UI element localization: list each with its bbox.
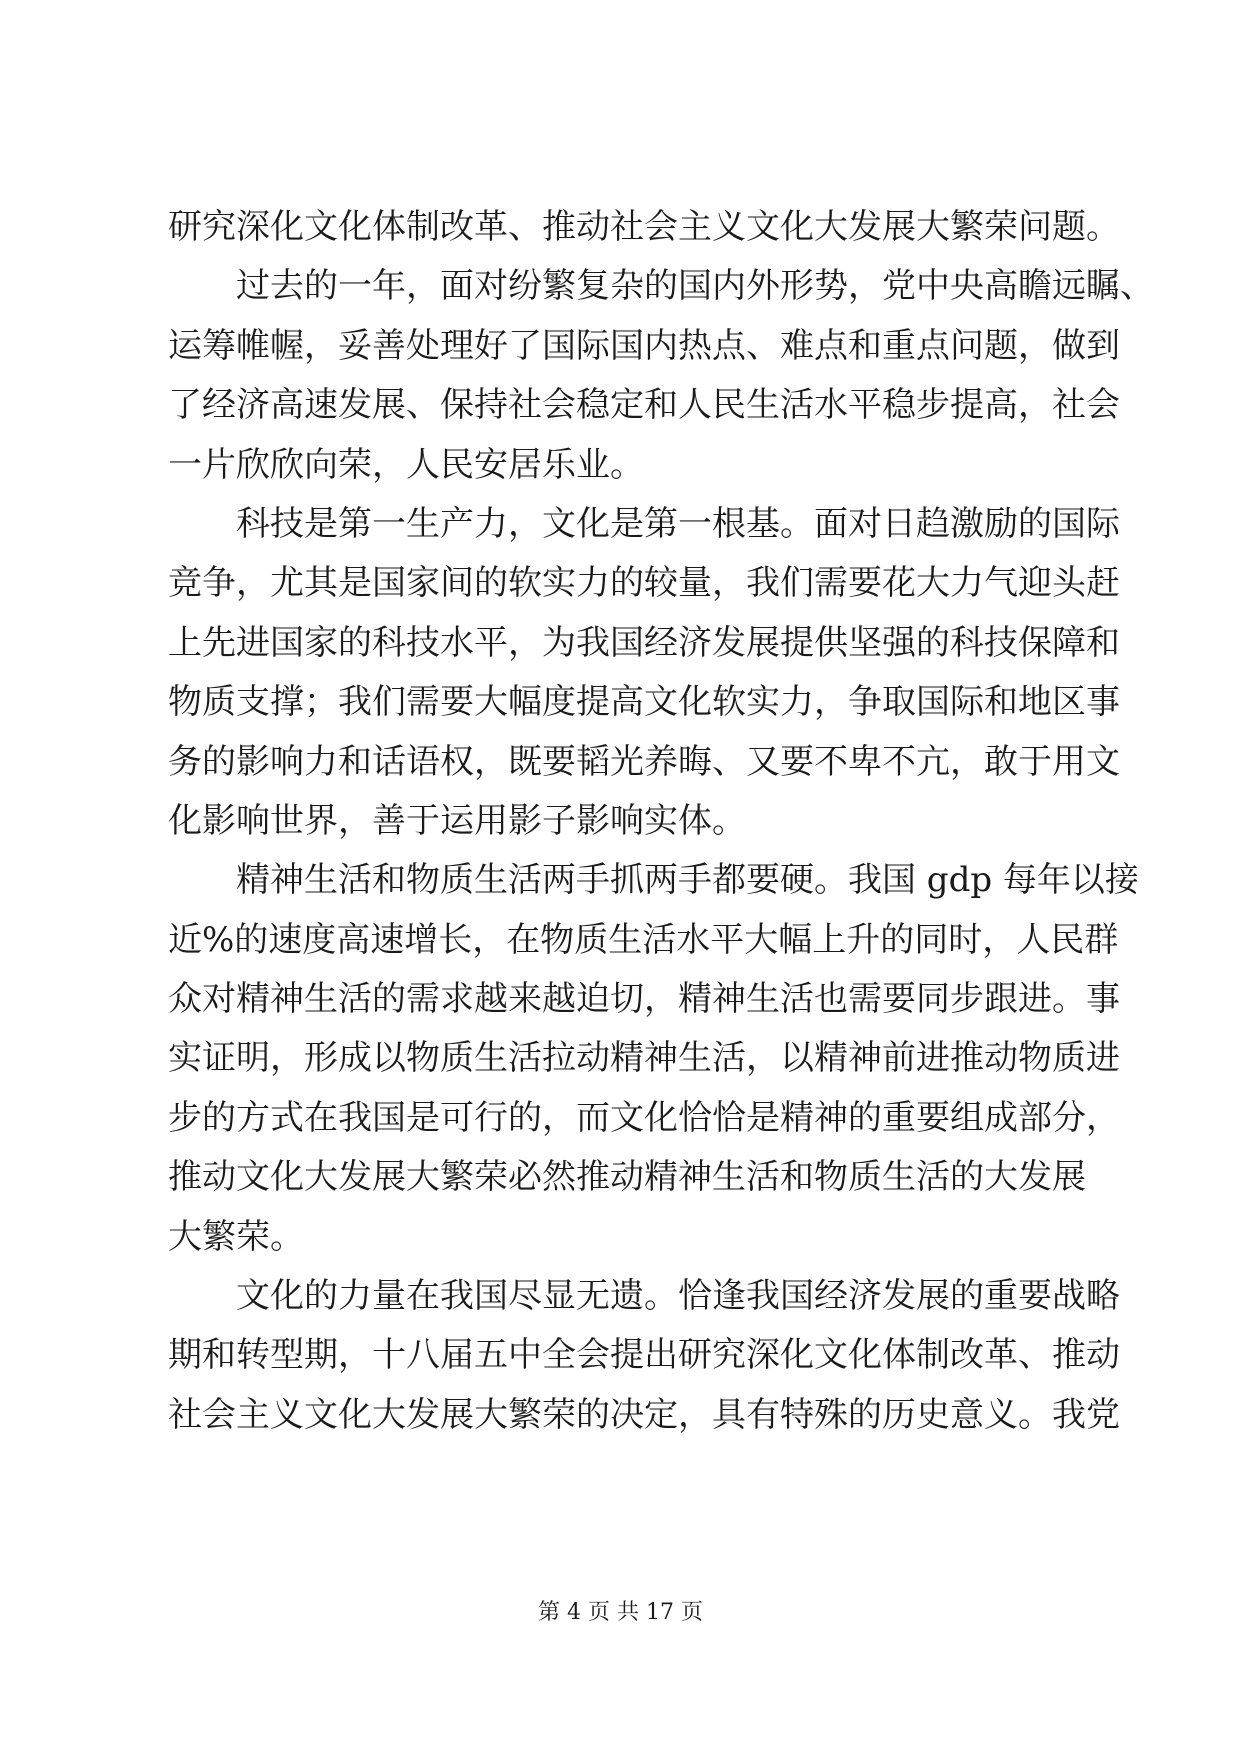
- text-line: 研究深化文化体制改革、推动社会主义文化大发展大繁荣问题。: [168, 207, 1120, 247]
- text-line: 实证明，形成以物质生活拉动精神生活，以精神前进推动物质进: [168, 1038, 1120, 1079]
- text-line: 社会主义文化大发展大繁荣的决定，具有特殊的历史意义。我党: [168, 1394, 1120, 1435]
- text-line: 运筹帷幄，妥善处理好了国际国内热点、难点和重点问题，做到: [168, 325, 1120, 366]
- text-line: 上先进国家的科技水平，为我国经济发展提供坚强的科技保障和: [168, 622, 1120, 663]
- page-number-footer: 第 4 页 共 17 页: [538, 1600, 703, 1625]
- text-line: 一片欣欣向荣，人民安居乐业。: [168, 444, 644, 485]
- text-line: 物质支撑；我们需要大幅度提高文化软实力，争取国际和地区事: [168, 682, 1120, 723]
- text-line: 过去的一年，面对纷繁复杂的国内外形势，党中央高瞻远瞩、: [236, 266, 1154, 307]
- text-line: 众对精神生活的需求越来越迫切，精神生活也需要同步跟进。事: [168, 979, 1120, 1020]
- body-text: [168, 198, 1154, 1445]
- text-line: 文化的力量在我国尽显无遗。恰逢我国经济发展的重要战略: [236, 1276, 1120, 1317]
- text-line: 近%的速度高速增长，在物质生活水平大幅上升的同时，人民群: [168, 919, 1119, 960]
- text-line: 务的影响力和话语权，既要韬光养晦、又要不卑不亢，敢于用文: [168, 741, 1120, 782]
- text-line: 了经济高速发展、保持社会稳定和人民生活水平稳步提高，社会: [168, 385, 1120, 426]
- text-line: 科技是第一生产力，文化是第一根基。面对日趋激励的国际: [236, 503, 1120, 544]
- text-line: 期和转型期，十八届五中全会提出研究深化文化体制改革、推动: [168, 1335, 1120, 1376]
- text-line: 竞争，尤其是国家间的软实力的较量，我们需要花大力气迎头赶: [168, 563, 1120, 604]
- text-line: 大繁荣。: [168, 1216, 304, 1257]
- text-line: 精神生活和物质生活两手抓两手都要硬。我国 gdp 每年以接: [236, 860, 1139, 901]
- text-line: 推动文化大发展大繁荣必然推动精神生活和物质生活的大发展: [168, 1157, 1086, 1198]
- text-line: 化影响世界，善于运用影子影响实体。: [168, 800, 746, 841]
- text-line: 步的方式在我国是可行的，而文化恰恰是精神的重要组成部分，: [168, 1097, 1120, 1138]
